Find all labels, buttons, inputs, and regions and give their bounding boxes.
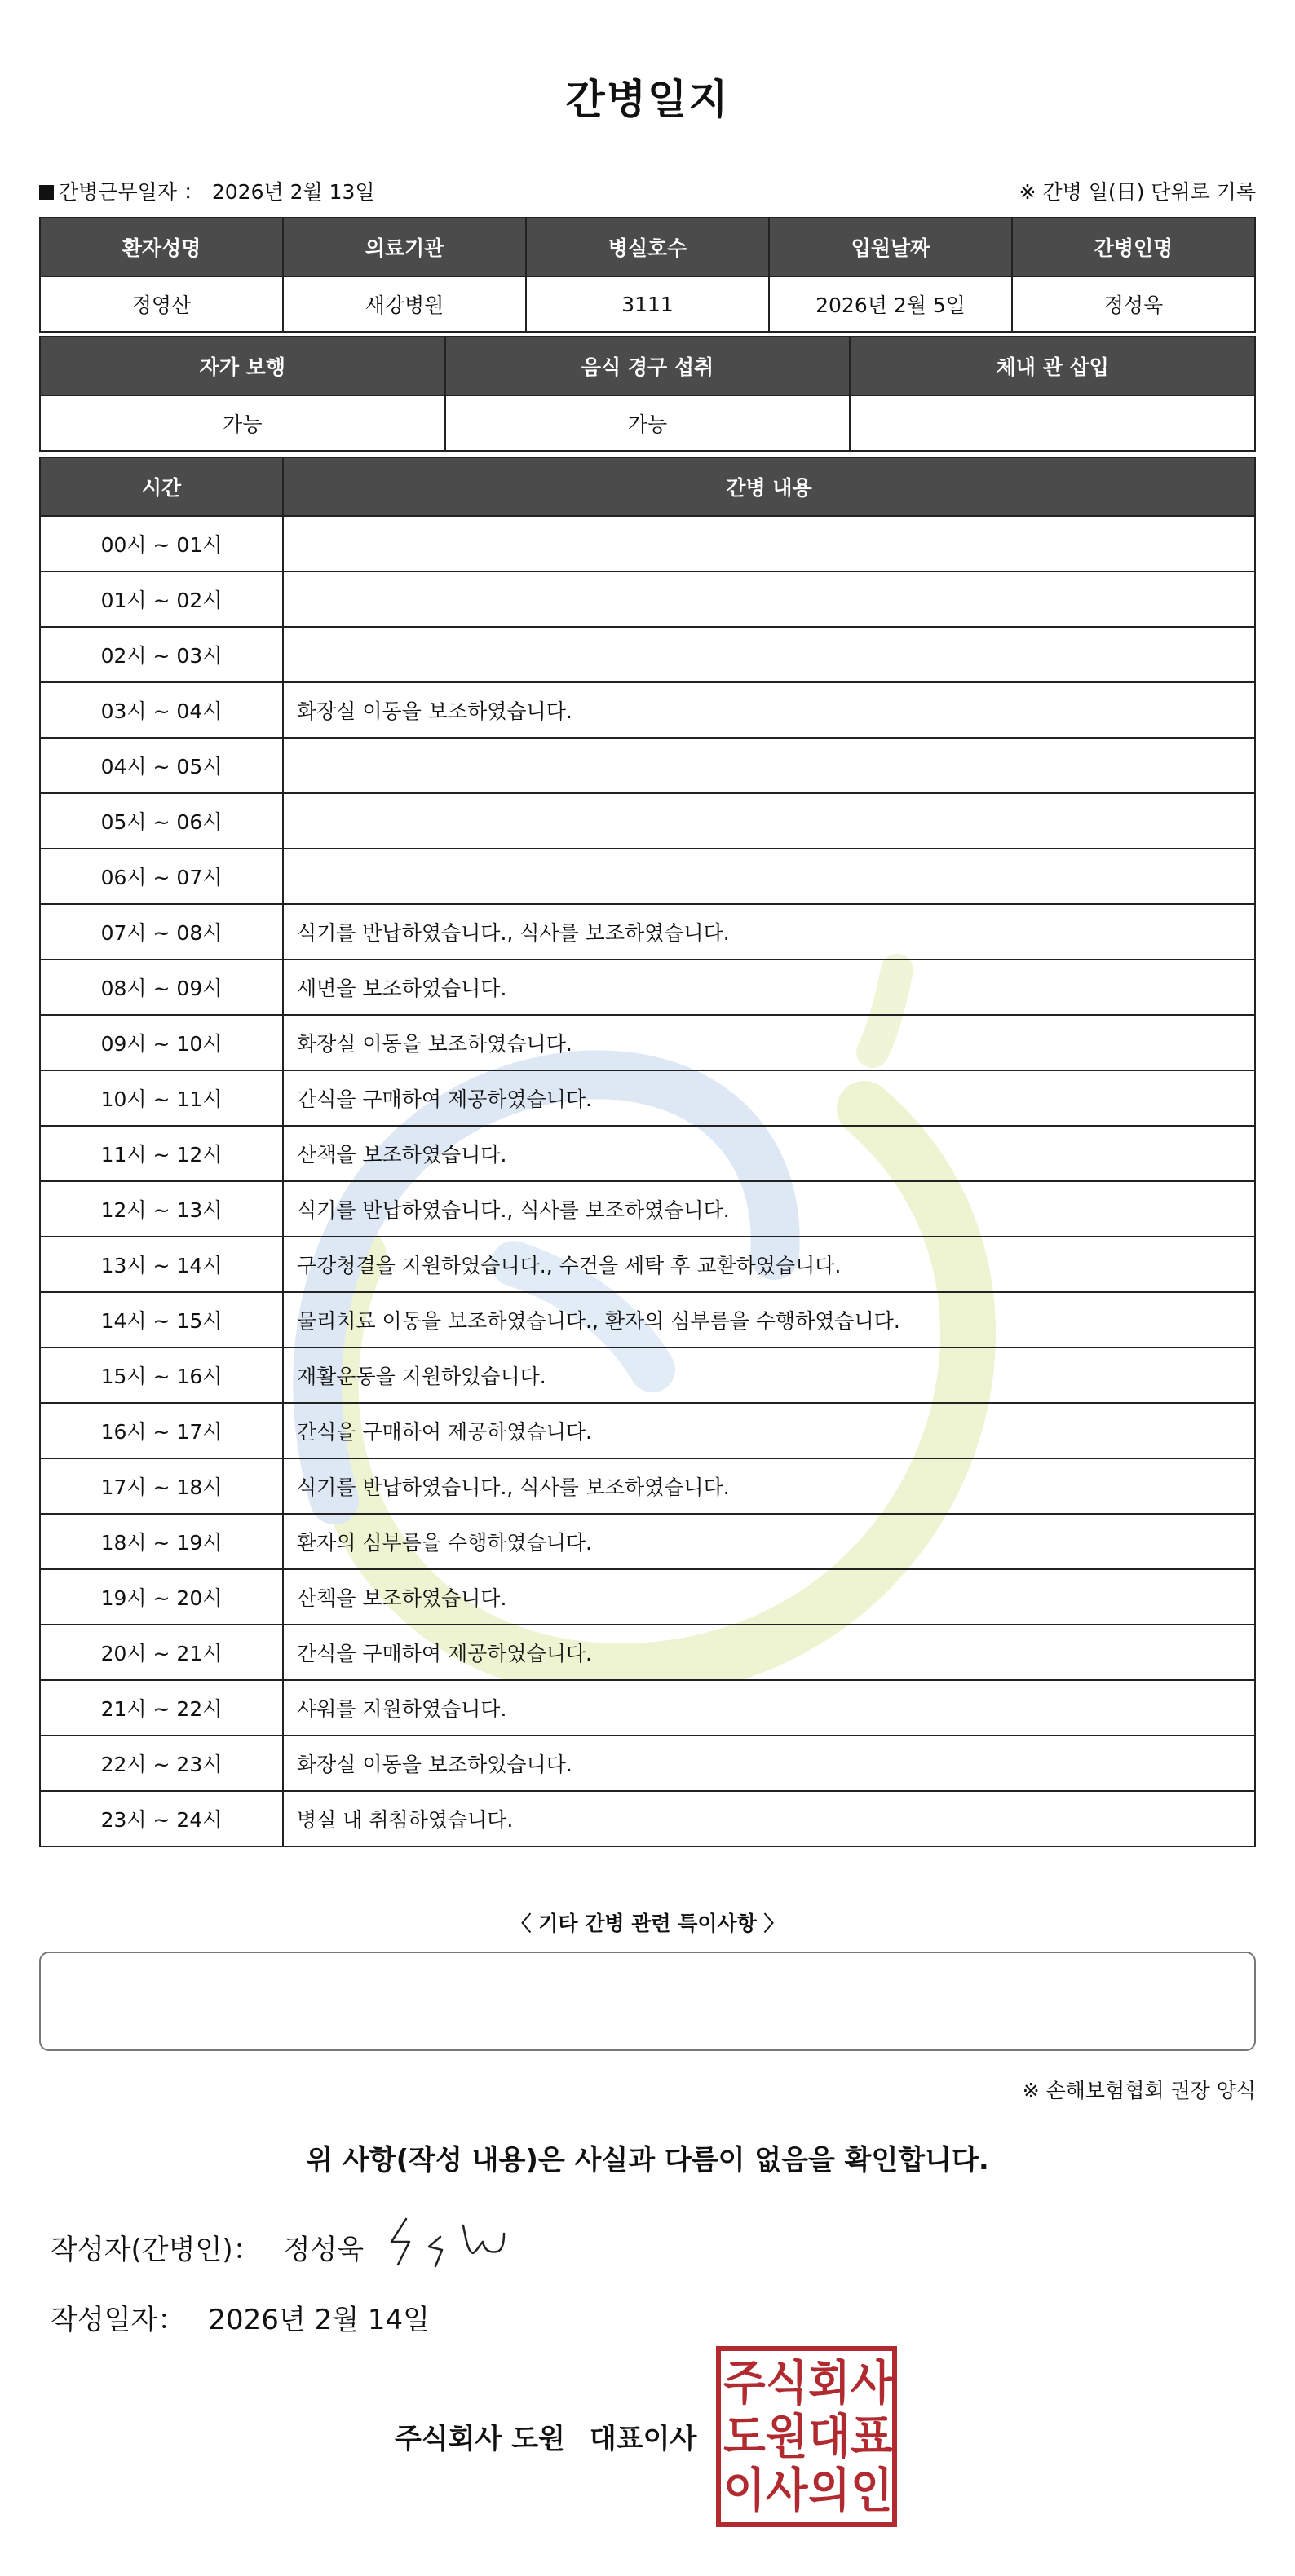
patient-info-table (39, 217, 1256, 333)
seal-character: 의 (808, 2463, 851, 2518)
time-slot: 18시 ~ 19시 (40, 1514, 283, 1569)
seal-character: 표 (851, 2409, 893, 2464)
time-slot: 22시 ~ 23시 (40, 1736, 283, 1791)
time-slot: 17시 ~ 18시 (40, 1458, 283, 1514)
oral-intake-value: 가능 (445, 395, 851, 451)
header-oral-intake: 음식 경구 섭취 (445, 337, 851, 395)
care-log-row (40, 1015, 1255, 1070)
care-log-row (40, 682, 1255, 738)
care-content: 간식을 구매하여 제공하였습니다. (283, 1070, 1255, 1126)
seal-character: 원 (766, 2409, 808, 2464)
time-slot: 10시 ~ 11시 (40, 1070, 283, 1126)
care-log-row (40, 1126, 1255, 1181)
care-log-row (40, 1292, 1255, 1348)
care-content: 병실 내 취침하였습니다. (283, 1791, 1255, 1846)
care-content: 화장실 이동을 보조하였습니다. (283, 682, 1255, 738)
work-date-value: 2026년 2월 13일 (211, 180, 375, 204)
care-content: 식기를 반납하였습니다., 식사를 보조하였습니다. (283, 1181, 1255, 1237)
writer-label: 작성자(간병인)： (51, 2234, 261, 2266)
seal-character: 식 (766, 2355, 808, 2411)
care-content (283, 516, 1255, 571)
header-room-number: 병실호수 (526, 218, 769, 276)
care-content: 산책을 보조하였습니다. (283, 1126, 1255, 1181)
remarks-box (39, 1952, 1256, 2051)
representative-title: 대표이사 (589, 2423, 697, 2455)
written-date-label: 작성일자： (51, 2304, 186, 2336)
care-content: 간식을 구매하여 제공하였습니다. (283, 1625, 1255, 1680)
written-date-line (51, 2297, 430, 2337)
time-slot: 16시 ~ 17시 (40, 1403, 283, 1458)
header-hospital: 의료기관 (283, 218, 526, 276)
care-content (283, 849, 1255, 904)
time-slot: 23시 ~ 24시 (40, 1791, 283, 1846)
care-log-row (40, 1237, 1255, 1292)
seal-character: 사 (766, 2463, 808, 2518)
time-slot: 21시 ~ 22시 (40, 1680, 283, 1736)
time-slot: 09시 ~ 10시 (40, 1015, 283, 1070)
work-date-label: 간병근무일자 ： (59, 180, 204, 204)
time-slot: 15시 ~ 16시 (40, 1348, 283, 1403)
care-log-row (40, 1514, 1255, 1569)
care-content: 환자의 심부름을 수행하였습니다. (283, 1514, 1255, 1569)
care-content: 세면을 보조하였습니다. (283, 959, 1255, 1015)
care-log-row (40, 627, 1255, 682)
care-log-row (40, 1070, 1255, 1126)
care-log-row (40, 959, 1255, 1015)
company-line (395, 2416, 696, 2456)
admission-date-value: 2026년 2월 5일 (769, 276, 1012, 332)
care-log-row (40, 1403, 1255, 1458)
time-slot: 08시 ~ 09시 (40, 959, 283, 1015)
association-note: ※ 손해보험협회 권장 양식 (1022, 2079, 1256, 2102)
header-time: 시간 (40, 457, 283, 516)
unit-note: ※ 간병 일(日) 단위로 기록 (1019, 180, 1256, 204)
writer-name: 정성욱 (283, 2234, 365, 2266)
care-log-rows (40, 516, 1255, 1846)
care-log-row (40, 1791, 1255, 1846)
time-slot: 07시 ~ 08시 (40, 904, 283, 959)
care-content: 화장실 이동을 보조하였습니다. (283, 1736, 1255, 1791)
care-log-row (40, 849, 1255, 904)
care-content: 식기를 반납하였습니다., 식사를 보조하였습니다. (283, 904, 1255, 959)
self-walking-value: 가능 (40, 395, 445, 451)
care-content (283, 738, 1255, 793)
time-slot: 00시 ~ 01시 (40, 516, 283, 571)
seal-row (721, 2356, 892, 2410)
care-content: 물리치료 이동을 보조하였습니다., 환자의 심부름을 수행하였습니다. (283, 1292, 1255, 1348)
company-seal-stamp (716, 2346, 897, 2527)
room-number-value: 3111 (526, 276, 769, 332)
care-log-row (40, 1348, 1255, 1403)
care-log-row (40, 1680, 1255, 1736)
hospital-value: 새강병원 (283, 276, 526, 332)
time-slot: 19시 ~ 20시 (40, 1569, 283, 1625)
time-slot: 04시 ~ 05시 (40, 738, 283, 793)
header-care-content: 간병 내용 (283, 457, 1255, 516)
caregiver-name-value: 정성욱 (1012, 276, 1255, 332)
care-log-row (40, 571, 1255, 627)
time-slot: 06시 ~ 07시 (40, 849, 283, 904)
header-self-walking: 자가 보행 (40, 337, 445, 395)
written-date-value: 2026년 2월 14일 (208, 2304, 430, 2336)
care-log-row (40, 1181, 1255, 1237)
seal-character: 사 (851, 2355, 893, 2411)
company-name: 주식회사 도원 (395, 2423, 565, 2455)
writer-line (51, 2227, 364, 2267)
care-content: 산책을 보조하였습니다. (283, 1569, 1255, 1625)
square-bullet-icon (39, 185, 54, 200)
work-date-line (39, 176, 375, 205)
patient-status-table (39, 336, 1256, 452)
time-slot: 14시 ~ 15시 (40, 1292, 283, 1348)
care-content: 구강청결을 지원하였습니다., 수건을 세탁 후 교환하였습니다. (283, 1237, 1255, 1292)
care-content: 식기를 반납하였습니다., 식사를 보조하였습니다. (283, 1458, 1255, 1514)
care-log-row (40, 904, 1255, 959)
seal-character: 주 (723, 2355, 766, 2411)
remarks-title: 〈 기타 간병 관련 특이사항 〉 (510, 1912, 785, 1935)
time-slot: 03시 ~ 04시 (40, 682, 283, 738)
document-title: 간병일지 (565, 76, 730, 123)
seal-character: 이 (723, 2463, 766, 2518)
time-slot: 01시 ~ 02시 (40, 571, 283, 627)
care-log-row (40, 1569, 1255, 1625)
care-log-row (40, 1625, 1255, 1680)
handwritten-signature (382, 2209, 512, 2274)
care-content (283, 571, 1255, 627)
care-log-row (40, 516, 1255, 571)
seal-row (721, 2410, 892, 2464)
time-slot: 12시 ~ 13시 (40, 1181, 283, 1237)
care-log-row (40, 738, 1255, 793)
header-patient-name: 환자성명 (40, 218, 283, 276)
care-log-table (39, 457, 1256, 1847)
header-caregiver-name: 간병인명 (1012, 218, 1255, 276)
tube-insertion-value (850, 395, 1255, 451)
confirmation-statement: 위 사항(작성 내용)은 사실과 다름이 없음을 확인합니다. (306, 2144, 989, 2177)
care-content: 화장실 이동을 보조하였습니다. (283, 1015, 1255, 1070)
time-slot: 11시 ~ 12시 (40, 1126, 283, 1181)
seal-character: 인 (851, 2463, 893, 2518)
care-content (283, 793, 1255, 849)
care-content: 재활운동을 지원하였습니다. (283, 1348, 1255, 1403)
time-slot: 20시 ~ 21시 (40, 1625, 283, 1680)
care-content: 샤워를 지원하였습니다. (283, 1680, 1255, 1736)
care-content: 간식을 구매하여 제공하였습니다. (283, 1403, 1255, 1458)
seal-character: 대 (808, 2409, 851, 2464)
seal-character: 도 (723, 2409, 766, 2464)
seal-character: 회 (808, 2355, 851, 2411)
care-log-row (40, 793, 1255, 849)
header-admission-date: 입원날짜 (769, 218, 1012, 276)
care-log-row (40, 1736, 1255, 1791)
care-content (283, 627, 1255, 682)
time-slot: 13시 ~ 14시 (40, 1237, 283, 1292)
time-slot: 05시 ~ 06시 (40, 793, 283, 849)
patient-name-value: 정영산 (40, 276, 283, 332)
time-slot: 02시 ~ 03시 (40, 627, 283, 682)
seal-row (721, 2464, 892, 2517)
care-log-row (40, 1458, 1255, 1514)
header-tube-insertion: 체내 관 삽입 (850, 337, 1255, 395)
